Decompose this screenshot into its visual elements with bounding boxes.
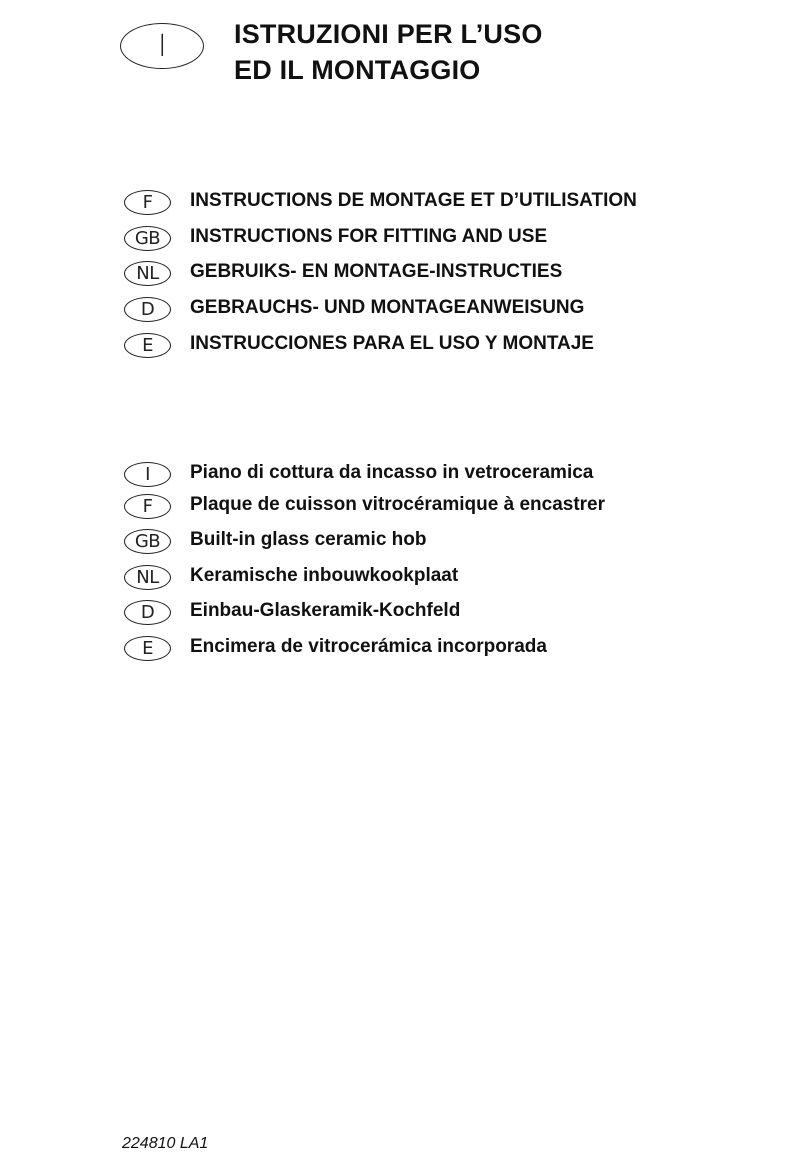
language-badge: E <box>124 333 171 358</box>
product-description: Built-in glass ceramic hob <box>190 529 427 550</box>
product-description: Plaque de cuisson vitrocéramique à encastrer <box>190 494 606 515</box>
language-badge: D <box>124 600 171 625</box>
language-badge-italian: I <box>120 23 204 69</box>
instructions-title: INSTRUCCIONES PARA EL USO Y MONTAJE <box>190 333 594 354</box>
product-description: Keramische inbouwkookplaat <box>190 565 459 586</box>
document-code: 224810 LA1 <box>122 1135 209 1152</box>
language-badge: D <box>124 297 171 322</box>
language-badge: E <box>124 636 171 661</box>
language-badge: GB <box>124 529 171 554</box>
language-badge: F <box>124 190 171 215</box>
instructions-title: INSTRUCTIONS FOR FITTING AND USE <box>190 226 548 247</box>
language-badge: NL <box>124 565 171 590</box>
product-description: Piano di cottura da incasso in vetroceramica <box>190 462 594 483</box>
language-badge: NL <box>124 261 171 286</box>
main-title-line-1: ISTRUZIONI PER L’USO <box>234 19 543 49</box>
product-description: Encimera de vitrocerámica incorporada <box>190 636 547 657</box>
language-badge: F <box>124 494 171 519</box>
main-title-line-2: ED IL MONTAGGIO <box>234 55 481 85</box>
product-description: Einbau-Glaskeramik-Kochfeld <box>190 600 461 621</box>
instructions-title: GEBRAUCHS- UND MONTAGEANWEISUNG <box>190 297 585 318</box>
language-badge: GB <box>124 226 171 251</box>
instructions-title: INSTRUCTIONS DE MONTAGE ET D’UTILISATION <box>190 190 637 211</box>
instructions-title: GEBRUIKS- EN MONTAGE-INSTRUCTIES <box>190 261 563 282</box>
language-badge: I <box>124 462 171 487</box>
